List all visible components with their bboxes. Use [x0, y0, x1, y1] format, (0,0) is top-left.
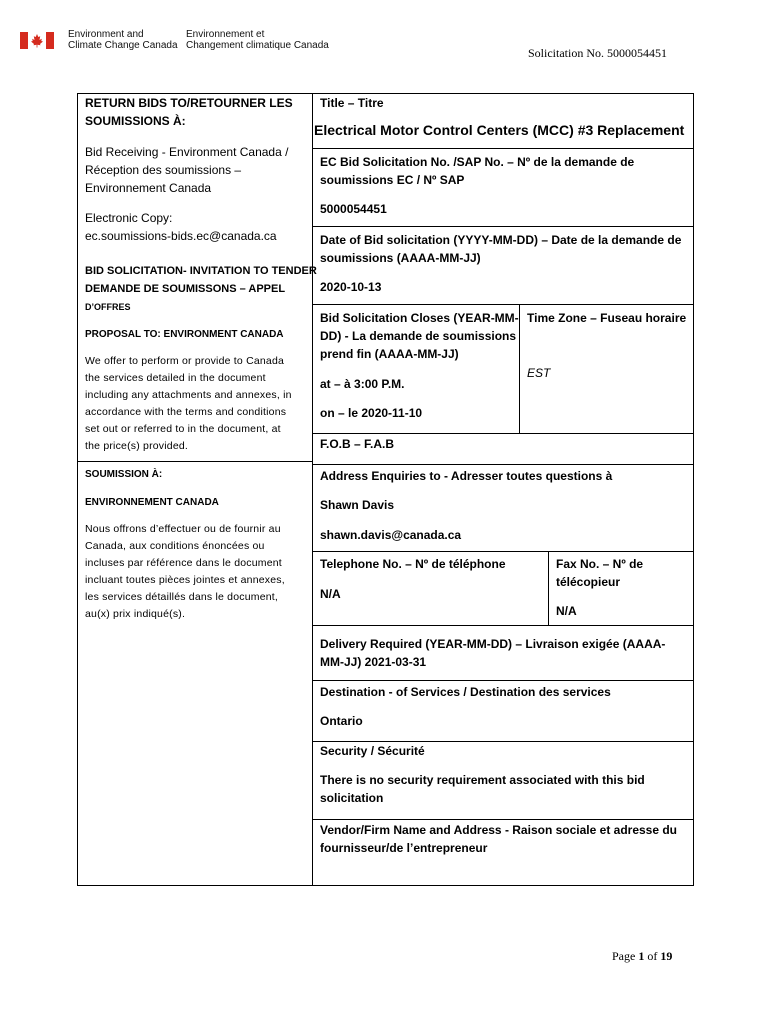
delivery-required: Delivery Required (YEAR-MM-DD) – Livraison exigée (AAAA- MM-JJ) 2021-03-31 — [320, 637, 666, 669]
canada-flag-icon — [20, 32, 54, 49]
phone-value: N/A — [320, 587, 341, 601]
security-text: There is no security requirement associated with this bid solicitation — [320, 773, 645, 805]
soumission-label: SOUMISSION À: — [85, 469, 163, 480]
page-number: Page 1 of 19 — [612, 949, 673, 963]
offer-text-fr: Nous offrons d’effectuer ou de fournir au Canada, aux conditions énoncées ou incluses par référence dans le document incluant toutes pièces jointes et annexes, les services détaillés dans le document, au(x) prix indiqué(s). — [85, 523, 285, 620]
row-divider — [312, 680, 694, 681]
fob-label: F.O.B – F.A.B — [320, 437, 395, 451]
bid-receiving-address: Bid Receiving - Environment Canada / Réception des soumissions – Environnement Canada — [85, 145, 289, 195]
proposal-to-label: PROPOSAL TO: ENVIRONMENT CANADA — [85, 329, 284, 340]
row-divider — [312, 625, 694, 626]
department-name-fr: Environnement et Changement climatique Canada — [186, 29, 329, 51]
timezone-label: Time Zone – Fuseau horaire — [527, 311, 687, 325]
row-divider — [312, 433, 694, 434]
date-value: 2020-10-13 — [320, 280, 382, 294]
timezone-value: EST — [527, 366, 551, 380]
closes-date: on – le 2020-11-10 — [320, 406, 423, 420]
fax-label: Fax No. – Nº de télécopieur — [556, 557, 644, 589]
phone-label: Telephone No. – Nº de téléphone — [320, 557, 506, 571]
enquiries-email[interactable]: shawn.davis@canada.ca — [320, 528, 462, 542]
submission-email[interactable]: ec.soumissions-bids.ec@canada.ca — [85, 229, 277, 243]
row-divider — [312, 226, 694, 227]
sap-label: EC Bid Solicitation No. /SAP No. – Nº de la demande de soumissions EC / Nº SAP — [320, 155, 635, 187]
enquiries-label: Address Enquiries to - Adresser toutes questions à — [320, 469, 613, 483]
column-divider — [312, 93, 313, 886]
destination-value: Ontario — [320, 714, 363, 728]
destination-label: Destination - of Services / Destination des services — [320, 685, 611, 699]
fax-divider — [548, 551, 549, 625]
security-label: Security / Sécurité — [320, 744, 425, 758]
row-divider — [312, 148, 694, 149]
timezone-divider — [519, 304, 520, 433]
title-label: Title – Titre — [320, 96, 384, 110]
title-value: Electrical Motor Control Centers (MCC) #3 Replacement — [314, 122, 685, 138]
row-divider — [77, 461, 312, 462]
offer-text-en: We offer to perform or provide to Canada the services detailed in the document including any attachments and annexes, in accordance with the terms and conditions set out or referred to in the document, at the price(s) provided. — [85, 355, 292, 452]
vendor-label: Vendor/Firm Name and Address - Raison sociale et adresse du fournisseur/de l’entrepreneur — [320, 823, 678, 855]
row-divider — [312, 819, 694, 820]
environnement-canada-label: ENVIRONNEMENT CANADA — [85, 497, 219, 508]
row-divider — [312, 464, 694, 465]
row-divider — [312, 551, 694, 552]
fax-value: N/A — [556, 604, 577, 618]
enquiries-name: Shawn Davis — [320, 498, 395, 512]
solicitation-number: Solicitation No. 5000054451 — [528, 46, 667, 60]
closes-label: Bid Solicitation Closes (YEAR-MM- DD) - La demande de soumissions prend fin (AAAA-MM-JJ) — [320, 311, 519, 361]
return-bids-label: RETURN BIDS TO/RETOURNER LES SOUMISSIONS À: — [85, 96, 293, 128]
closes-time: at – à 3:00 P.M. — [320, 377, 405, 391]
electronic-copy-label: Electronic Copy: — [85, 211, 173, 225]
department-name-en: Environment and Climate Change Canada — [68, 29, 178, 51]
date-label: Date of Bid solicitation (YYYY-MM-DD) – Date de la demande de soumissions (AAAA-MM-JJ) — [320, 233, 682, 265]
bid-solicitation-heading: BID SOLICITATION- INVITATION TO TENDER DEMANDE DE SOUMISSONS – APPEL D’OFFRES — [85, 265, 317, 312]
sap-value: 5000054451 — [320, 202, 387, 216]
row-divider — [312, 304, 694, 305]
